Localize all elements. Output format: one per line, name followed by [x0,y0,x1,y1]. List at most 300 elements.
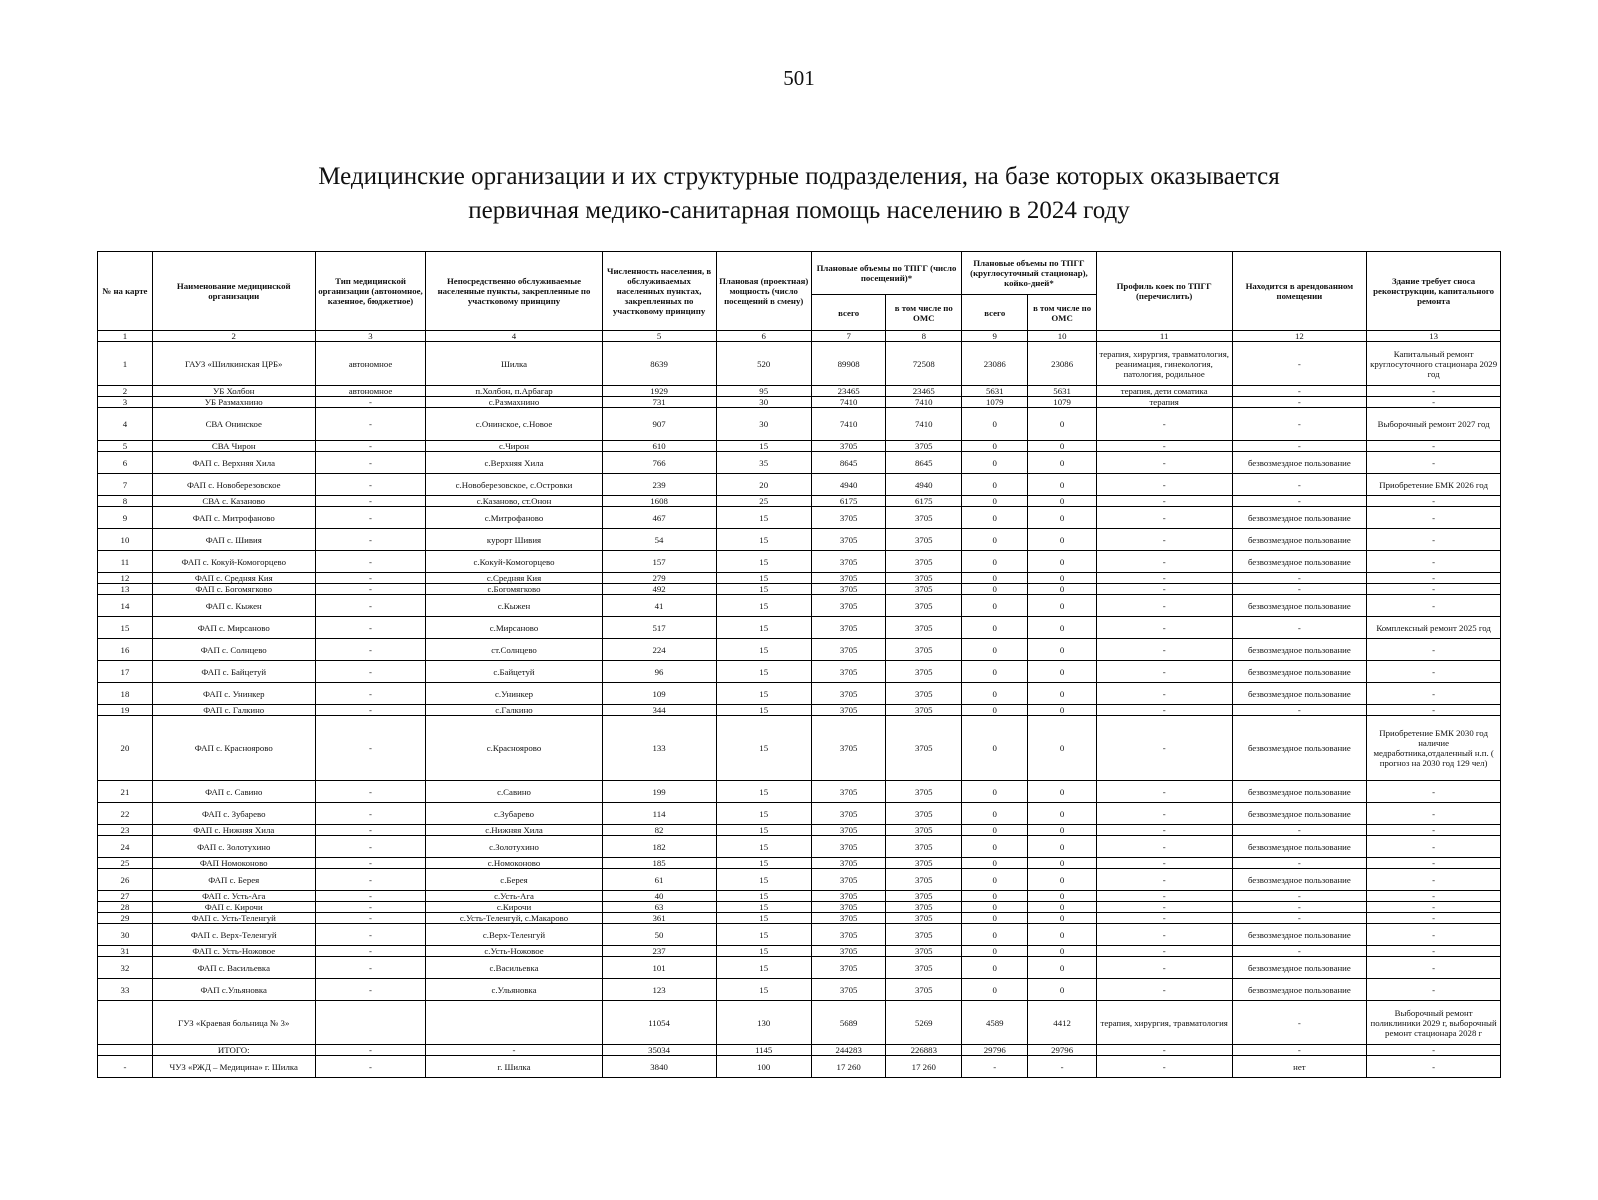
table-cell: - [1096,573,1232,584]
header-cell: в том числе по ОМС [1028,295,1096,331]
column-number-cell: 7 [811,331,886,342]
table-cell: - [1367,397,1501,408]
table-cell: 0 [962,946,1028,957]
table-cell: 15 [716,661,811,683]
table-cell: 199 [602,781,716,803]
table-cell: 3705 [886,507,962,529]
table-cell: УБ Холбон [152,386,315,397]
table-cell: 224 [602,639,716,661]
table-cell: 9 [98,507,153,529]
table-cell: - [1096,902,1232,913]
table-cell: безвозмездное пользование [1232,551,1367,573]
table-cell: 0 [962,551,1028,573]
table-cell: - [1367,452,1501,474]
column-numbers-row [98,331,1501,342]
table-cell: терапия, дети соматика [1096,386,1232,397]
table-cell: - [1232,342,1367,386]
table-cell: 0 [962,661,1028,683]
table-cell: 16 [98,639,153,661]
table-cell: ФАП с. Мирсаново [152,617,315,639]
table-cell: 29 [98,913,153,924]
table-cell: с.Номоконово [426,858,602,869]
table-cell: 32 [98,957,153,979]
table-cell: 7410 [811,397,886,408]
table-cell: 14 [98,595,153,617]
table-cell: 3705 [811,529,886,551]
table-cell: ФАП с. Средняя Кия [152,573,315,584]
table-cell: 15 [716,617,811,639]
table-row [98,946,1501,957]
table-cell: Капитальный ремонт круглосуточного стационара 2029 год [1367,342,1501,386]
table-cell: 82 [602,825,716,836]
table-cell: 15 [716,902,811,913]
table-row [98,913,1501,924]
table-cell: 3705 [811,507,886,529]
table-cell: 24 [98,836,153,858]
table-cell: - [1096,1056,1232,1078]
table-cell: 279 [602,573,716,584]
table-cell: 157 [602,551,716,573]
table-cell: 26 [98,869,153,891]
table-cell: 3705 [886,957,962,979]
table-cell: 1608 [602,496,716,507]
table-cell: ЧУЗ «РЖД – Медицина» г. Шилка [152,1056,315,1078]
table-cell: 0 [962,716,1028,781]
table-cell: 63 [602,902,716,913]
table-cell: 8645 [811,452,886,474]
table-cell: 3705 [886,858,962,869]
table-cell: 15 [716,507,811,529]
table-cell: 1079 [1028,397,1096,408]
table-cell: с.Новоберезовское, с.Островки [426,474,602,496]
table-cell: 3705 [811,825,886,836]
table-cell: 3705 [886,661,962,683]
table-cell: - [315,1056,426,1078]
table-cell: ФАП с. Усть-Ножовое [152,946,315,957]
table-cell: - [1232,913,1367,924]
table-cell: СВА с. Казаново [152,496,315,507]
table-cell: 0 [962,891,1028,902]
table-cell: терапия [1096,397,1232,408]
column-number-cell: 8 [886,331,962,342]
table-cell: - [426,1045,602,1056]
table-cell: - [98,1056,153,1078]
table-cell: 17 260 [886,1056,962,1078]
table-cell: 8645 [886,452,962,474]
table-cell: 0 [962,441,1028,452]
table-row [98,507,1501,529]
header-cell: Плановые объемы по ТПГГ (круглосуточный стационар), койко-дней* [962,252,1097,295]
table-cell: ФАП с. Кыжен [152,595,315,617]
table-cell: 0 [1028,507,1096,529]
table-cell: - [1096,617,1232,639]
table-cell: - [315,891,426,902]
table-cell: 123 [602,979,716,1001]
table-cell: 3705 [811,902,886,913]
table-cell: с.Зубарево [426,803,602,825]
table-cell: 6175 [886,496,962,507]
table-cell: 0 [1028,496,1096,507]
table-cell: 4940 [811,474,886,496]
table-cell: 182 [602,836,716,858]
table-cell: 35034 [602,1045,716,1056]
table-cell: 4 [98,408,153,441]
table-cell: 3705 [886,705,962,716]
table-cell: СВА Чирон [152,441,315,452]
table-cell: 0 [962,584,1028,595]
table-cell: 5631 [1028,386,1096,397]
table-cell: 0 [962,529,1028,551]
table-cell: 0 [1028,836,1096,858]
table-cell: 3705 [811,661,886,683]
table-cell [315,1001,426,1045]
table-row [98,408,1501,441]
table-cell: - [1232,825,1367,836]
table-cell: 520 [716,342,811,386]
table-cell: 361 [602,913,716,924]
table-cell: 3705 [886,946,962,957]
table-cell: 610 [602,441,716,452]
table-cell: - [1367,869,1501,891]
table-cell: 3705 [811,957,886,979]
table-cell: 0 [962,957,1028,979]
table-cell: - [315,924,426,946]
table-cell: 21 [98,781,153,803]
table-cell: 0 [1028,781,1096,803]
table-cell: 100 [716,1056,811,1078]
table-cell: 0 [1028,551,1096,573]
table-cell: безвозмездное пользование [1232,716,1367,781]
table-cell: - [1367,683,1501,705]
table-row [98,342,1501,386]
table-cell: - [1367,573,1501,584]
table-cell: 95 [716,386,811,397]
table-cell: 11054 [602,1001,716,1045]
table-cell: 0 [962,902,1028,913]
table-cell: 0 [962,474,1028,496]
table-cell: - [1096,705,1232,716]
table-cell: 3705 [811,858,886,869]
table-cell [426,1001,602,1045]
table-cell: 20 [716,474,811,496]
table-cell: - [1232,946,1367,957]
table-cell: - [1367,924,1501,946]
table-cell: 23086 [962,342,1028,386]
table-row [98,979,1501,1001]
table-cell: - [315,661,426,683]
table-cell: 467 [602,507,716,529]
table-cell: 0 [962,913,1028,924]
table-cell: - [1367,825,1501,836]
table-cell: 3705 [811,979,886,1001]
table-row [98,1045,1501,1056]
table-cell: нет [1232,1056,1367,1078]
table-cell: с.Нижняя Хила [426,825,602,836]
table-cell: - [1096,1045,1232,1056]
table-cell: 1079 [962,397,1028,408]
table-row [98,661,1501,683]
table-cell: - [1367,957,1501,979]
header-cell: № на карте [98,252,153,331]
header-cell: Здание требует сноса реконструкции, капитального ремонта [1367,252,1501,331]
table-cell: 15 [716,551,811,573]
table-cell: - [315,946,426,957]
table-cell: 0 [962,595,1028,617]
table-cell: безвозмездное пользование [1232,683,1367,705]
table-cell: 3705 [886,551,962,573]
table-cell: 0 [1028,683,1096,705]
table-cell: ФАП с. Шивия [152,529,315,551]
table-cell: ФАП с. Берея [152,869,315,891]
table-cell: ст.Солнцево [426,639,602,661]
table-cell: 61 [602,869,716,891]
table-cell: 0 [1028,639,1096,661]
table-cell: - [1232,584,1367,595]
table-cell: 1929 [602,386,716,397]
table-cell: 3705 [811,836,886,858]
table-cell: ФАП с. Байцетуй [152,661,315,683]
table-cell: 239 [602,474,716,496]
table-cell: 3705 [811,913,886,924]
table-cell: - [1367,902,1501,913]
table-cell: с.Кокуй-Комогорцево [426,551,602,573]
table-cell: - [315,979,426,1001]
table-cell: 15 [716,716,811,781]
table-cell: - [1367,507,1501,529]
table-row [98,639,1501,661]
header-cell: Тип медицинской организации (автономное, казенное, бюджетное) [315,252,426,331]
table-cell: - [1367,979,1501,1001]
table-cell: 0 [1028,957,1096,979]
table-cell: 3705 [886,869,962,891]
table-cell: 15 [716,957,811,979]
table-cell: безвозмездное пользование [1232,957,1367,979]
table-cell: ФАП с. Зубарево [152,803,315,825]
table-cell: Комплексный ремонт 2025 год [1367,617,1501,639]
table-cell: с.Средняя Кия [426,573,602,584]
table-cell: 0 [1028,924,1096,946]
table-cell: 0 [1028,584,1096,595]
table-cell: с.Галкино [426,705,602,716]
table-row [98,716,1501,781]
table-cell: 25 [98,858,153,869]
table-cell: - [1096,781,1232,803]
table-cell: - [1232,891,1367,902]
table-cell: ФАП с. Митрофаново [152,507,315,529]
table-cell: - [1096,661,1232,683]
title-line-1: Медицинские организации и их структурные подразделения, на базе которых оказывается [318,163,1280,190]
table-cell: 17 [98,661,153,683]
table-cell: 0 [1028,946,1096,957]
table-cell: - [1367,496,1501,507]
table-cell: - [1367,858,1501,869]
table-cell: 0 [962,408,1028,441]
table-row [98,924,1501,946]
table-cell: 0 [1028,913,1096,924]
table-cell: ГАУЗ «Шилкинская ЦРБ» [152,342,315,386]
table-cell: - [315,584,426,595]
table-cell: 10 [98,529,153,551]
table-cell: - [315,408,426,441]
table-cell: 3705 [886,617,962,639]
table-cell: с.Верх-Теленгуй [426,924,602,946]
table-row [98,496,1501,507]
table-cell: 5689 [811,1001,886,1045]
table-cell: безвозмездное пользование [1232,507,1367,529]
table-cell: - [1232,617,1367,639]
table-cell: - [315,507,426,529]
table-cell: 3705 [886,683,962,705]
table-cell: 0 [1028,441,1096,452]
table-cell: 3705 [886,825,962,836]
table-cell: - [315,397,426,408]
table-cell: - [1096,584,1232,595]
table-cell: - [315,716,426,781]
table-cell: 5631 [962,386,1028,397]
column-number-cell: 10 [1028,331,1096,342]
table-row [98,397,1501,408]
table-cell: п.Холбон, п.Арбагар [426,386,602,397]
column-number-cell: 11 [1096,331,1232,342]
header-cell: всего [962,295,1028,331]
table-cell: 0 [1028,716,1096,781]
table-cell: 35 [716,452,811,474]
table-cell: 0 [962,617,1028,639]
table-cell: 29796 [962,1045,1028,1056]
table-cell: 114 [602,803,716,825]
table-cell: 25 [716,496,811,507]
table-cell: 3840 [602,1056,716,1078]
table-cell: 3705 [886,979,962,1001]
table-cell: - [1096,683,1232,705]
table-cell: ФАП с. Верхняя Хила [152,452,315,474]
table-cell: 3705 [811,683,886,705]
table-cell: 0 [1028,529,1096,551]
table-cell: 3705 [811,573,886,584]
title-line-2: первичная медико-санитарная помощь населению в 2024 году [468,197,1130,224]
table-cell: - [962,1056,1028,1078]
table-cell: 11 [98,551,153,573]
table-cell: УБ Размахнино [152,397,315,408]
table-cell: - [315,825,426,836]
column-number-cell: 13 [1367,331,1501,342]
table-cell: - [1367,661,1501,683]
header-cell: Находится в арендованном помещении [1232,252,1367,331]
table-cell: безвозмездное пользование [1232,781,1367,803]
table-cell: 0 [1028,474,1096,496]
table-cell: - [315,474,426,496]
table-cell: 4589 [962,1001,1028,1045]
table-row [98,781,1501,803]
table-cell: 3705 [811,441,886,452]
table-cell: 15 [716,441,811,452]
table-cell: - [1232,408,1367,441]
table-row [98,957,1501,979]
table-cell: 17 260 [811,1056,886,1078]
table-cell: 4412 [1028,1001,1096,1045]
table-cell: г. Шилка [426,1056,602,1078]
header-cell: Наименование медицинской организации [152,252,315,331]
table-row [98,891,1501,902]
table-cell: - [315,441,426,452]
column-number-cell: 4 [426,331,602,342]
header-cell: в том числе по ОМС [886,295,962,331]
header-cell: Профиль коек по ТПГГ (перечислить) [1096,252,1232,331]
table-cell: безвозмездное пользование [1232,869,1367,891]
document-title [0,160,1598,228]
table-cell: 15 [716,705,811,716]
table-cell: безвозмездное пользование [1232,836,1367,858]
table-cell: 0 [1028,452,1096,474]
table-cell: 0 [1028,595,1096,617]
table-cell: 0 [1028,617,1096,639]
table-cell: 15 [716,946,811,957]
table-cell: 15 [716,781,811,803]
table-cell: - [1367,595,1501,617]
table-cell: курорт Шивия [426,529,602,551]
table-cell: 3705 [811,617,886,639]
table-cell: - [315,639,426,661]
table-row [98,595,1501,617]
table-cell: ФАП с. Золотухино [152,836,315,858]
table-cell: безвозмездное пользование [1232,452,1367,474]
table-cell: с.Чирон [426,441,602,452]
table-cell: 3705 [811,595,886,617]
table-cell: 3705 [886,781,962,803]
table-cell: - [1096,924,1232,946]
table-cell: 23465 [886,386,962,397]
table-cell: с.Красноярово [426,716,602,781]
table-cell: 22 [98,803,153,825]
column-number-cell: 12 [1232,331,1367,342]
table-cell: - [1096,639,1232,661]
table-cell: - [1367,1045,1501,1056]
table-cell: безвозмездное пользование [1232,803,1367,825]
table-cell: 31 [98,946,153,957]
table-cell: 40 [602,891,716,902]
table-cell: - [1367,1056,1501,1078]
table-cell: 237 [602,946,716,957]
table-cell: 0 [962,573,1028,584]
table-cell: 3705 [886,836,962,858]
table-cell: ФАП с. Новоберезовское [152,474,315,496]
table-cell: 23465 [811,386,886,397]
table-cell: 54 [602,529,716,551]
column-number-cell: 6 [716,331,811,342]
table-cell: - [1367,441,1501,452]
table-cell: - [1096,507,1232,529]
table-cell: - [315,573,426,584]
table-cell: 226883 [886,1045,962,1056]
table-cell: автономное [315,342,426,386]
table-cell: с.Мирсаново [426,617,602,639]
table-cell: с.Усть-Теленгуй, с.Макарово [426,913,602,924]
table-cell: - [1367,551,1501,573]
table-cell: 30 [98,924,153,946]
table-cell: 0 [962,507,1028,529]
table-cell: 2 [98,386,153,397]
table-cell: - [1232,441,1367,452]
table-cell: - [1232,573,1367,584]
table-cell: 0 [1028,858,1096,869]
table-cell: терапия, хирургия, травматология, реанимация, гинекология, патология, родильное [1096,342,1232,386]
table-cell: безвозмездное пользование [1232,529,1367,551]
table-cell: - [315,957,426,979]
table-body [98,342,1501,1078]
table-cell: 109 [602,683,716,705]
table-cell: 15 [716,639,811,661]
table-cell: 0 [962,683,1028,705]
